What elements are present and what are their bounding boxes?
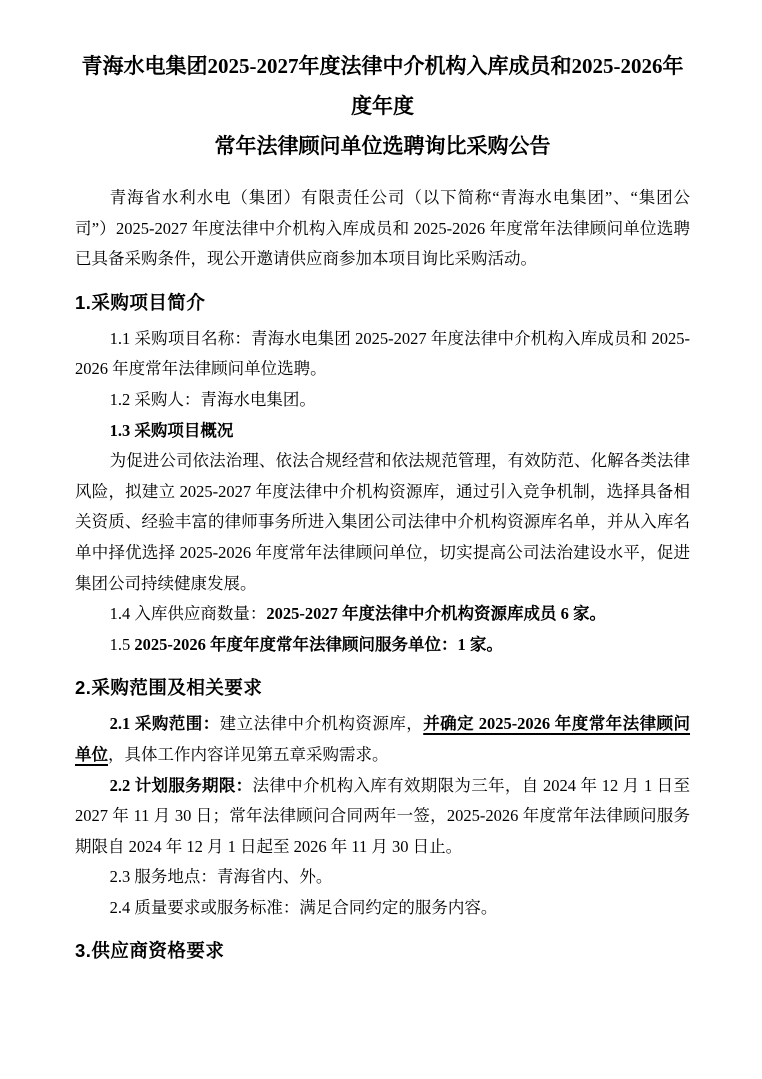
document-title-line-1: 青海水电集团2025-2027年度法律中介机构入库成员和2025-2026年度年度 xyxy=(81,54,684,118)
item-2-1-label: 2.1 采购范围： xyxy=(109,714,220,734)
section-3-heading: 3.供应商资格要求 xyxy=(75,940,225,962)
item-2-2-text: 法律中介机构入库有效期限为三年，自 2024 年 12 月 1 日至 2027 年 11 月 30 日；常年法律顾问合同两年一签，2025-2026 年度常年法律顾问服务期限自 2024 年 12 月 1 日起至 2026 年 11 月 30 日止。 xyxy=(75,775,691,856)
item-2-4-quality-requirements: 2.4 质量要求或服务标准：满足合同约定的服务内容。 xyxy=(109,897,498,917)
item-2-2-service-period xyxy=(75,771,690,863)
document-title-line-2: 常年法律顾问单位选聘询比采购公告 xyxy=(214,134,551,158)
item-2-1-text-1: 建立法律中介机构资源库， xyxy=(219,714,424,734)
item-1-3-overview-heading: 1.3 采购项目概况 xyxy=(109,420,234,440)
item-1-2-purchaser: 1.2 采购人：青海水电集团。 xyxy=(109,389,316,409)
section-1-heading: 1.采购项目简介 xyxy=(75,291,206,313)
item-2-1-underlined-text: 并确定 2025-2026 年度常年法律顾问单位 xyxy=(75,714,691,764)
item-2-2-label: 2.2 计划服务期限： xyxy=(109,775,253,795)
intro-paragraph: 青海省水利水电（集团）有限责任公司（以下简称“青海水电集团”、“集团公司”）2025-2027 年度法律中介机构入库成员和 2025-2026 年度常年法律顾问单位选聘已具备采购条件，现公开邀请供应商参加本项目询比采购活动。 xyxy=(75,188,690,269)
section-2-heading: 2.采购范围及相关要求 xyxy=(75,677,263,699)
item-1-4-label: 1.4 入库供应商数量： xyxy=(109,604,267,624)
item-1-5-advisor-count xyxy=(75,630,690,661)
item-2-3-service-location: 2.3 服务地点：青海省内、外。 xyxy=(109,867,333,887)
item-1-4-supplier-count xyxy=(75,599,690,630)
document-title xyxy=(75,46,690,166)
item-1-3-overview-body: 为促进公司依法治理、依法合规经营和依法规范管理，有效防范、化解各类法律风险，拟建立 2025-2027 年度法律中介机构资源库，通过引入竞争机制，选择具备相关资质、经验丰富的律师事务所进入集团公司法律中介机构资源库名单，并从入库名单中择优选择 2025-2026 年度常年法律顾问单位，切实提高公司法治建设水平，促进集团公司持续健康发展。 xyxy=(75,451,690,593)
item-2-1-text-2: ，具体工作内容详见第五章采购需求。 xyxy=(108,744,389,764)
item-1-4-value: 2025-2027 年度法律中介机构资源库成员 6 家。 xyxy=(266,604,607,624)
item-2-1-scope xyxy=(75,709,690,770)
item-1-5-value: 2025-2026 年度年度常年法律顾问服务单位：1 家。 xyxy=(134,634,503,654)
item-1-5-label: 1.5 xyxy=(109,634,135,654)
item-1-1-project-name: 1.1 采购项目名称：青海水电集团 2025-2027 年度法律中介机构入库成员和 2025-2026 年度常年法律顾问单位选聘。 xyxy=(75,328,690,379)
